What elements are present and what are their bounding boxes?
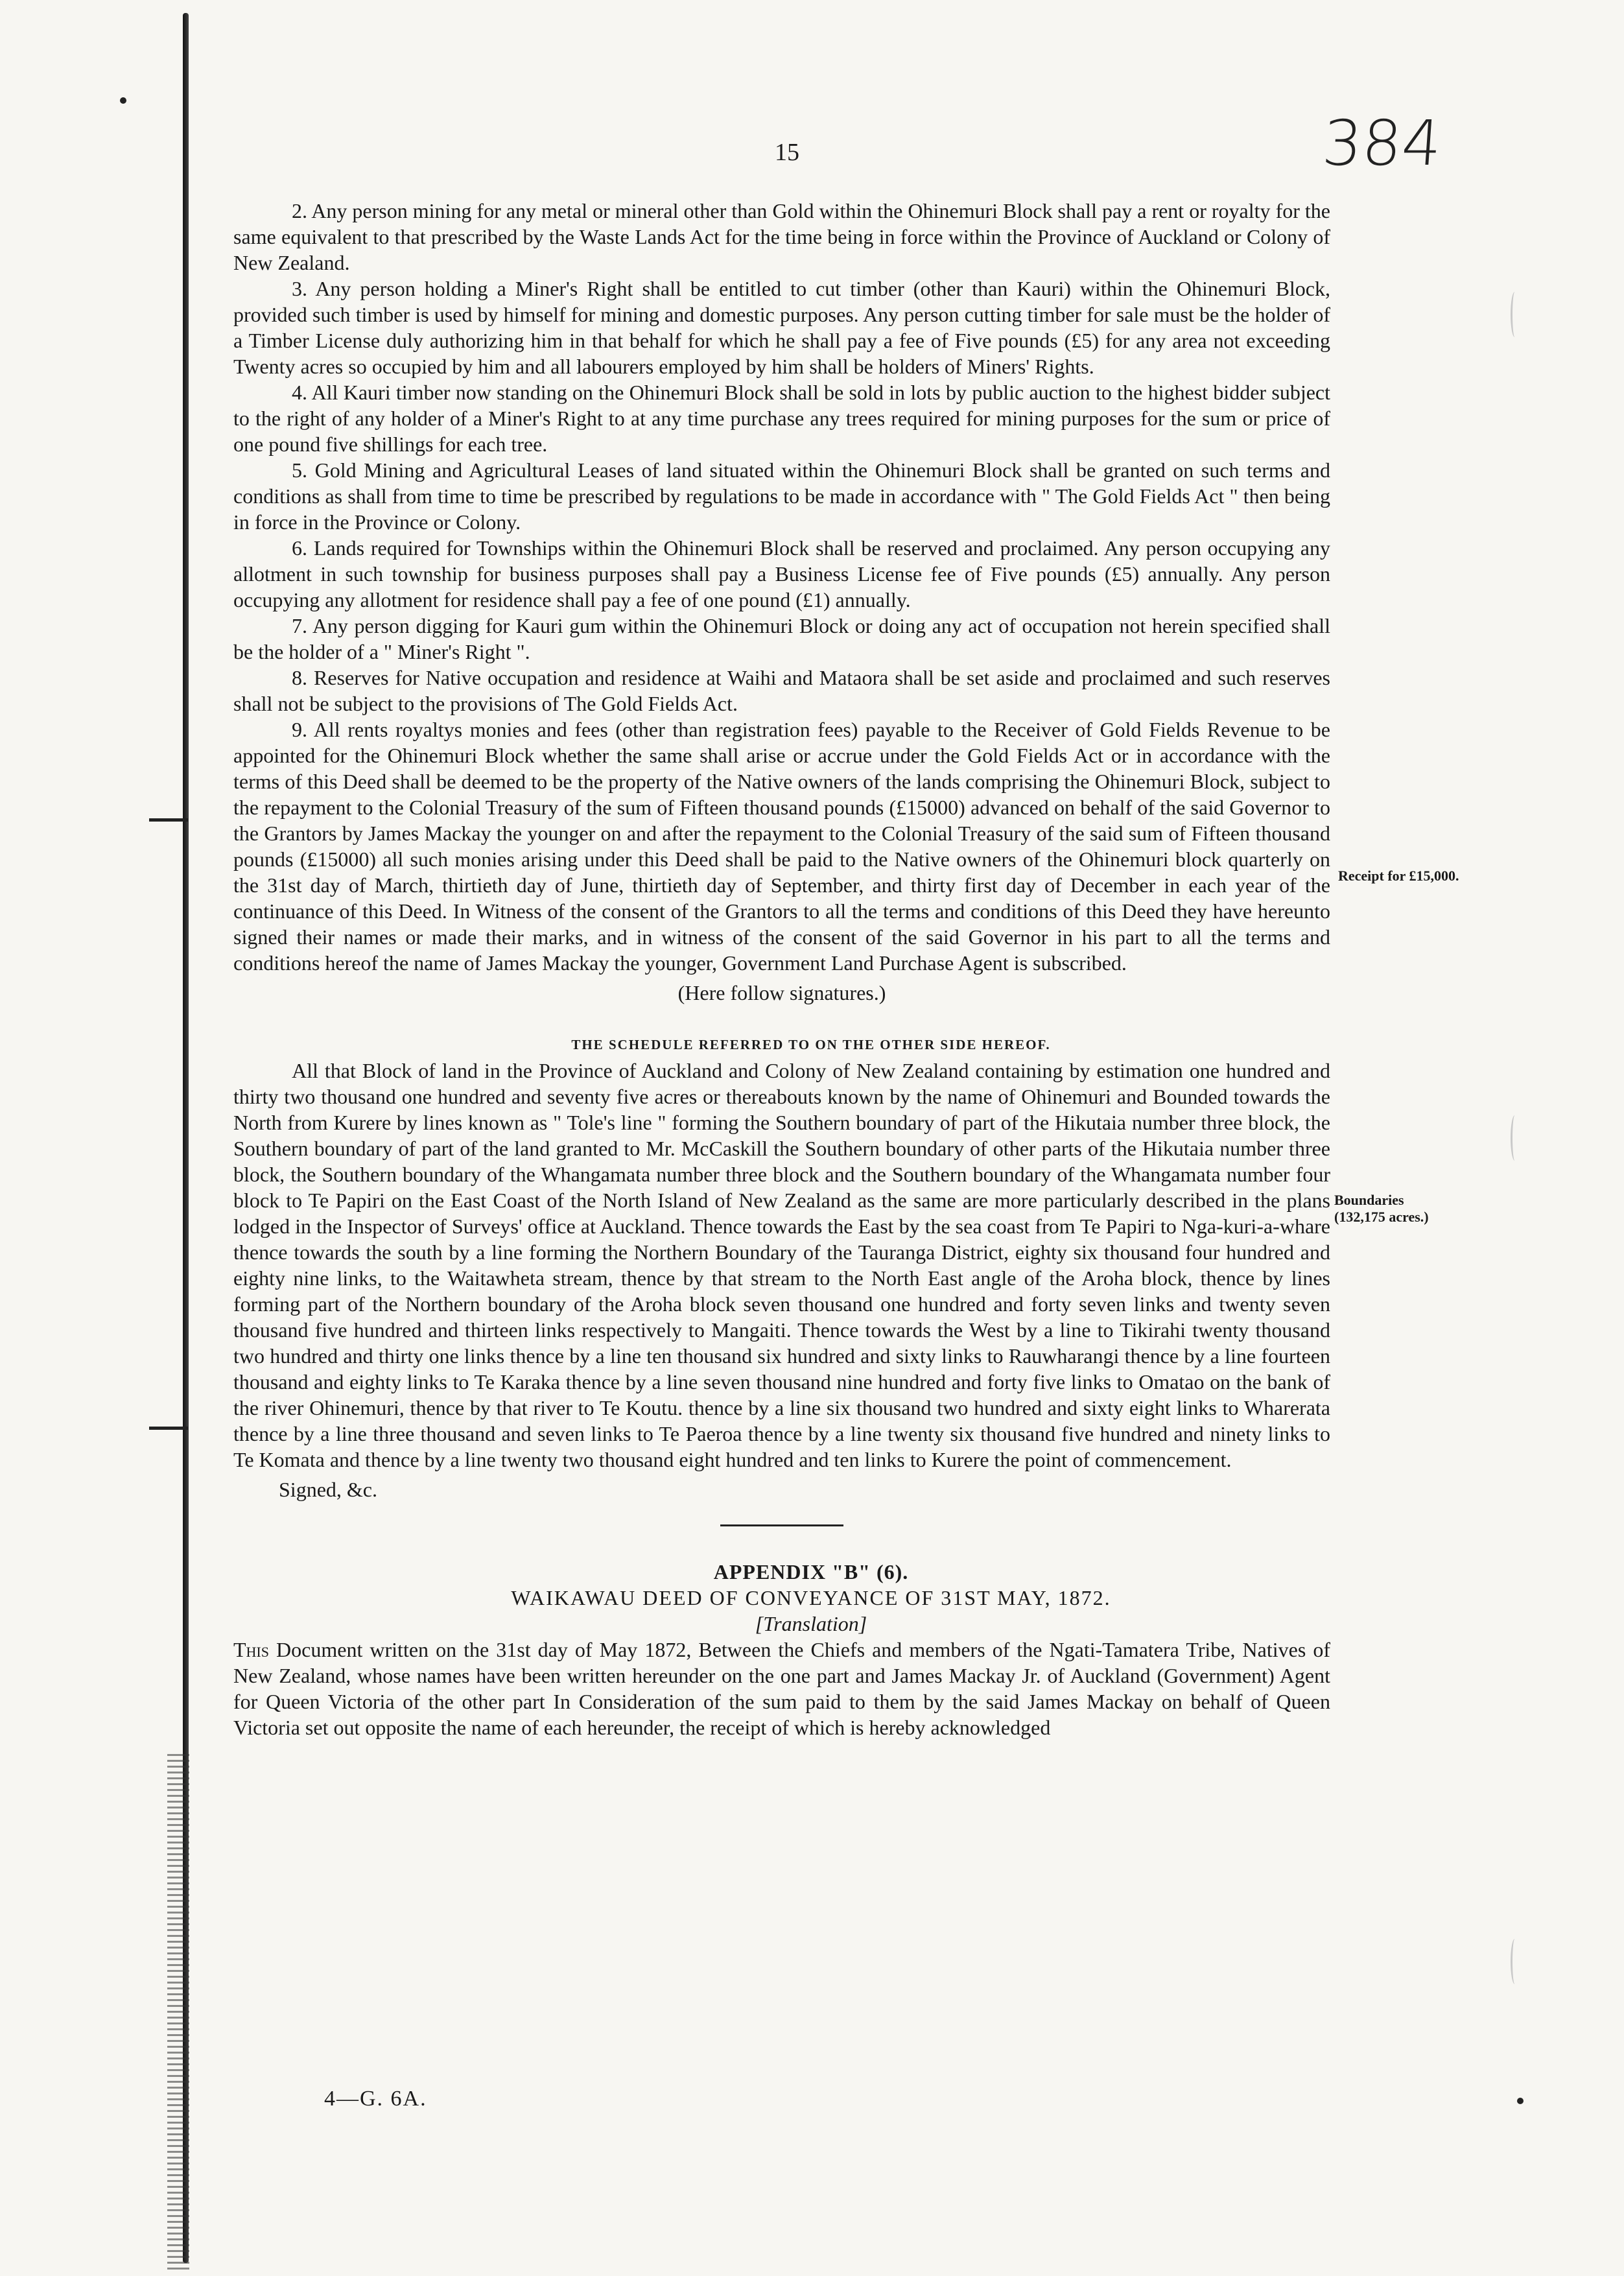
deed-opening-word: This <box>233 1638 269 1661</box>
clause-2: 2. Any person mining for any metal or mineral other than Gold within the Ohinemuri Block shall pay a rent or royalty for the same equivalent to that prescribed by the Waste Lands Act for the time being in force within the Province of Auckland or Colony of New Zealand. <box>233 199 1330 274</box>
clause-9: 9. All rents royaltys monies and fees (other than registration fees) payable to the Receiver of Gold Fields Revenue to be appointed for the Ohinemuri Block whether the same shall arise or accrue under the Gold Fields Act or in accordance with the terms of this Deed shall be deemed to be the property of the Native owners of the lands comprising the Ohinemuri Block, subject to the repayment to the Colonial Treasury of the sum of Fifteen thousand pounds (£15000) advanced on behalf of the said Governor to the Grantors by James Mackay the younger on and after the repayment to the Colonial Treasury of the said sum of Fifteen thousand pounds (£15000) all such monies arising under this Deed shall be paid to the Native owners of the Ohinemuri block quarterly on the 31st day of March, thirtieth day of June, thirtieth day of September, and thirty first day of December in each year of the continuance of this Deed. In Witness of the consent of the Grantors to all the terms and conditions of this Deed they have hereunto signed their names or made their marks, and in witness of the consent of the said Governor in his part to all the terms and conditions hereof the name of James Mackay the younger, Government Land Purchase Agent is subscribed. <box>233 718 1330 975</box>
scan-mark <box>1517 2098 1524 2104</box>
schedule-text: All that Block of land in the Province of Auckland and Colony of New Zealand containing by estimation one hundred and thirty two thousand one hundred and seventy five acres or thereabouts known by the name of Ohinemuri and Bounded towards the North from Kurere by lines known as " Tole's line " forming the Southern boundary of part of the Hikutaia number three block, the Southern boundary of part of the land granted to Mr. McCaskill the Southern boundary of other parts of the Hikutaia number three block, the Southern boundary of the Whangamata number three block and the Southern boundary of the Whangamata number four block to Te Papiri on the East Coast of the North Island of New Zealand as the same are more particularly described in the plans lodged in the Inspector of Surveys' office at Auckland. Thence towards the East by the sea coast from Te Papiri to Nga-kuri-a-whare thence towards the south by a line forming the Northern Boundary of the Tauranga District, eighty six thousand four hundred and eighty nine links, to the Waitawheta stream, thence by that stream to the North East angle of the Aroha block, thence by lines forming part of the Northern boundary of the Aroha block seven thousand one hundred and forty seven links and twenty seven thousand five hundred and thirteen links respectively to Mangaiti. Thence towards the West by a line to Tikirahi twenty thousand two hundred and thirty one links thence by a line ten thousand six hundred and sixty links to Rauwharangi thence by a line fourteen thousand and eighty links to Te Karaka thence by a line seven thousand nine hundred and forty five links to Omatao on the bank of the river Ohinemuri, thence by that river to Te Koutu. thence by a line six thousand two hundred and sixty eight links to Wharerata thence by a line three thousand and seven links to Te Paeroa thence by a line twenty six thousand five hundred and ninety links to Te Komata and thence by a line twenty two thousand eight hundred and ten links to Kurere the point of commencement. <box>233 1059 1330 1471</box>
binding-texture <box>167 1751 189 2270</box>
schedule-heading: THE SCHEDULE REFERRED TO ON THE OTHER SIDE HEREOF. <box>571 1037 1051 1052</box>
deed-title: WAIKAWAU DEED OF CONVEYANCE OF 31ST MAY, 1872. <box>511 1586 1111 1609</box>
document-body <box>233 198 1330 1740</box>
binding-notch <box>149 1427 188 1430</box>
section-divider <box>720 1524 843 1526</box>
margin-note-receipt: Receipt for £15,000. <box>1338 868 1459 884</box>
deed-opening-text: Document written on the 31st day of May 1872, Between the Chiefs and members of the Ngati-Tamatera Tribe, Natives of New Zealand, whose names have been written hereunder on the one part and James Mackay Jr. of Auckland (Government) Agent for Queen Victoria of the other part In Consideration of the sum paid to them by the said James Mackay on behalf of Queen Victoria set out opposite the name of each hereunder, the receipt of which is hereby acknowledged <box>233 1638 1330 1739</box>
page-number: 15 <box>775 139 799 166</box>
scan-mark <box>120 97 126 104</box>
clause-4: 4. All Kauri timber now standing on the Ohinemuri Block shall be sold in lots by public auction to the highest bidder subject to the right of any holder of a Miner's Right to at any time purchase any trees required for mining purposes for the sum or price of one pound five shillings for each tree. <box>233 381 1330 456</box>
margin-note-boundaries-acres: (132,175 acres.) <box>1334 1209 1429 1225</box>
margin-note-boundaries <box>1334 1192 1429 1226</box>
signatures-note: (Here follow signatures.) <box>677 981 886 1004</box>
edge-mark <box>1511 292 1519 337</box>
translation-label: [Translation] <box>755 1612 867 1635</box>
deed-opening-paragraph <box>233 1637 1330 1740</box>
clause-7: 7. Any person digging for Kauri gum within the Ohinemuri Block or doing any act of occupation not herein specified shall be the holder of a " Miner's Right ". <box>233 614 1330 663</box>
clause-8: 8. Reserves for Native occupation and residence at Waihi and Mataora shall be set aside and proclaimed and such reserves shall not be subject to the provisions of The Gold Fields Act. <box>233 666 1330 715</box>
clause-3: 3. Any person holding a Miner's Right shall be entitled to cut timber (other than Kauri) within the Ohinemuri Block, provided such timber is used by himself for mining and domestic purposes. Any person cutting timber for sale must be the holder of a Timber License duly authorizing him in that behalf for which he shall pay a fee of Five pounds (£5) for any area not exceeding Twenty acres so occupied by him and all labourers employed by him shall be holders of Miners' Rights. <box>233 277 1330 378</box>
appendix-title: APPENDIX "B" (6). <box>713 1560 909 1583</box>
signed-line: Signed, &c. <box>279 1478 377 1501</box>
handwritten-folio-number: 384 <box>1320 107 1444 180</box>
clause-6: 6. Lands required for Townships within the Ohinemuri Block shall be reserved and proclaimed. Any person occupying any allotment in such township for business purposes shall pay a Business License fee of Five pounds (£5) annually. Any person occupying any allotment for residence shall pay a fee of one pound (£1) annually. <box>233 536 1330 611</box>
binding-notch <box>149 818 188 822</box>
edge-mark <box>1511 1115 1519 1161</box>
margin-note-boundaries-title: Boundaries <box>1334 1192 1404 1208</box>
edge-mark <box>1511 1939 1519 1984</box>
footer-reference: 4—G. 6A. <box>324 2087 427 2111</box>
clause-5: 5. Gold Mining and Agricultural Leases of land situated within the Ohinemuri Block shall be granted on such terms and conditions as shall from time to time be prescribed by regulations to be made in accordance with " The Gold Fields Act " then being in force in the Province or Colony. <box>233 458 1330 534</box>
